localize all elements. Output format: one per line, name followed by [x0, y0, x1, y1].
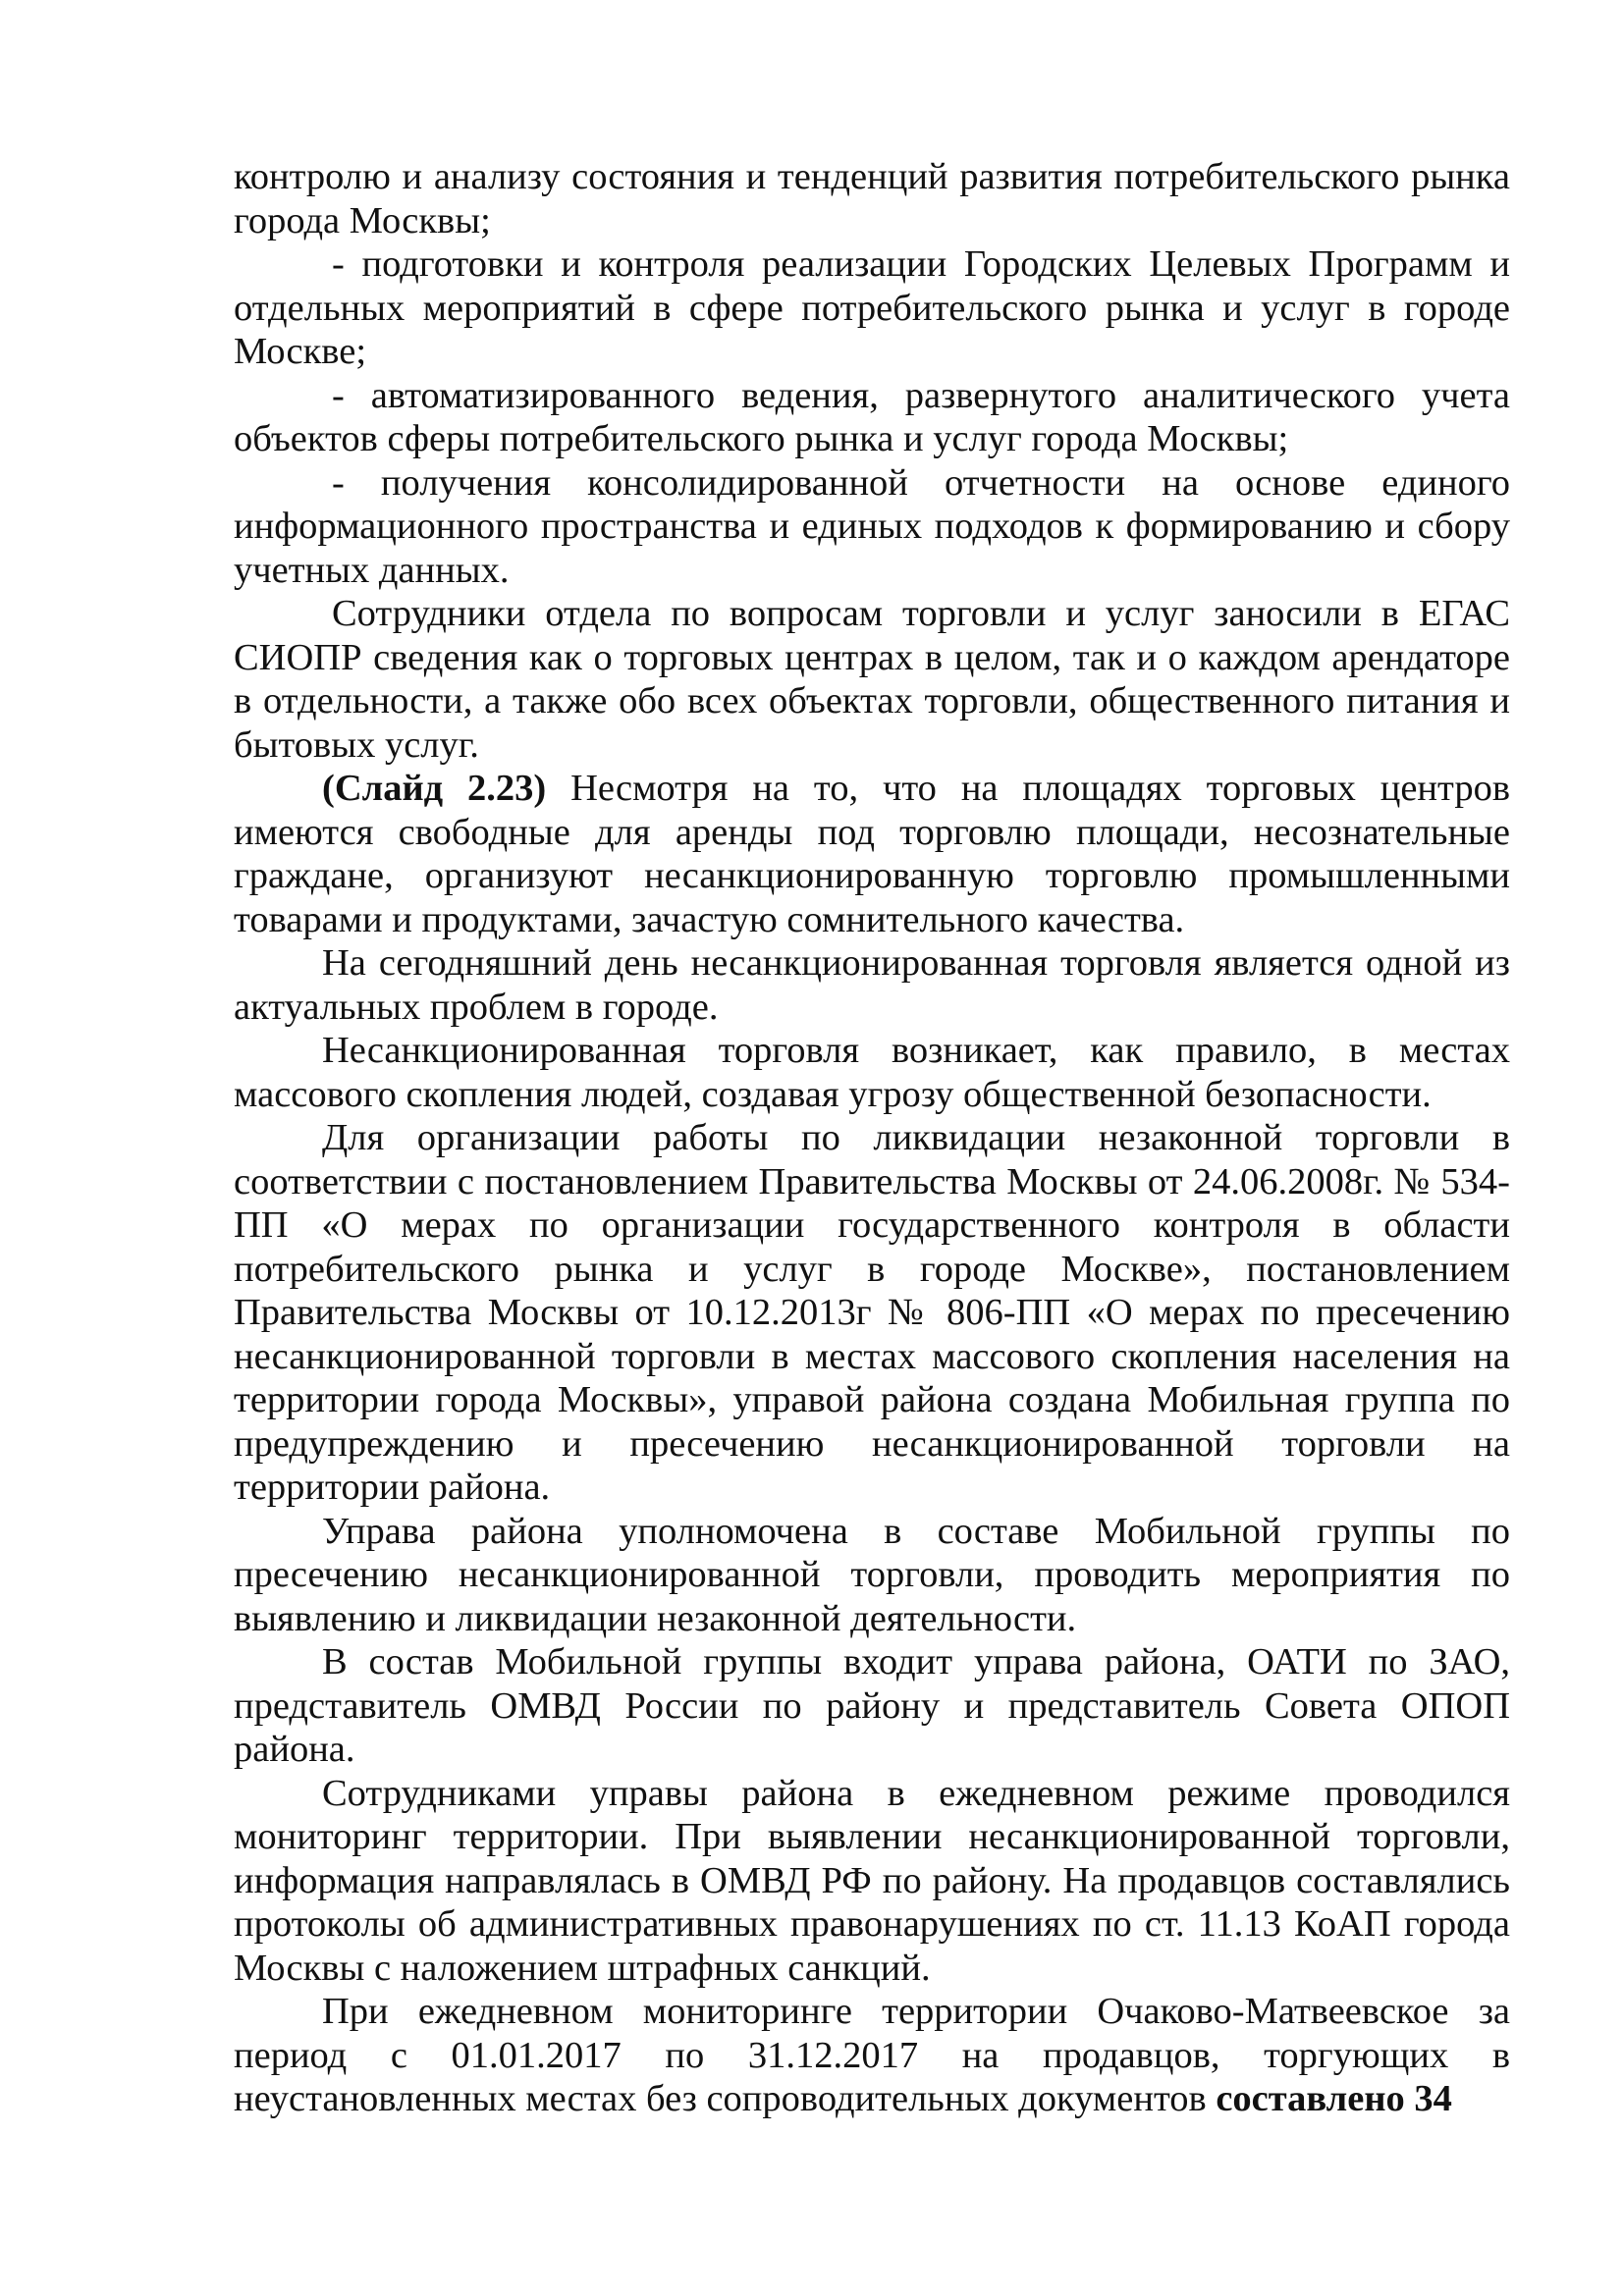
paragraph-10: Управа района уполномочена в составе Мобильной группы по пресечению несанкционированной торговли, проводить мероприятия по выявлению и ликвидации незаконной деятельности. — [234, 1510, 1510, 1639]
paragraph-5: Сотрудники отдела по вопросам торговли и услуг заносили в ЕГАС СИОПР сведения как о торговых центрах в целом, так и о каждом арендаторе в отдельности, а также обо всех объектах торговли, общественного питания и бытовых услуг. — [234, 593, 1510, 766]
paragraph-13-bold: составлено 34 — [1216, 2078, 1452, 2119]
paragraph-8: Несанкционированная торговля возникает, как правило, в местах массового скопления людей, создавая угрозу общественной безопасности. — [234, 1030, 1510, 1115]
paragraph-9: Для организации работы по ликвидации незаконной торговли в соответствии с постановлением Правительства Москвы от 24.06.2008г. № 534-ПП «О мерах по организации государственного контроля в области потребительского рынка и услуг в городе Москве», постановлением Правительства Москвы от 10.12.2013г № 806-ПП «О мерах по пресечению несанкционированной торговли в местах массового скопления населения на территории города Москвы», управой района создана Мобильная группа по предупреждению и пресечению несанкционированной торговли на территории района. — [234, 1117, 1510, 1508]
paragraph-13-text: При ежедневном мониторинге территории Очаково-Матвеевское за период с 01.01.2017 по 31.12.2017 на продавцов, торгующих в неустановленных местах без сопроводительных документов — [234, 1991, 1510, 2119]
paragraph-2: - подготовки и контроля реализации Городских Целевых Программ и отдельных мероприятий в сфере потребительского рынка и услуг в городе Москве; — [234, 243, 1510, 372]
paragraph-11: В состав Мобильной группы входит управа района, ОАТИ по ЗАО, представитель ОМВД России по району и представитель Совета ОПОП района. — [234, 1641, 1510, 1770]
slide-reference: (Слайд 2.23) — [322, 768, 547, 809]
paragraph-4: - получения консолидированной отчетности на основе единого информационного пространства и единых подходов к формированию и сбору учетных данных. — [234, 461, 1510, 591]
paragraph-3: - автоматизированного ведения, развернутого аналитического учета объектов сферы потребительского рынка и услуг города Москвы; — [234, 374, 1510, 459]
paragraph-1: контролю и анализу состояния и тенденций развития потребительского рынка города Москвы; — [234, 156, 1510, 241]
paragraph-13 — [234, 1990, 1510, 2121]
paragraph-6 — [234, 767, 1510, 941]
paragraph-7: На сегодняшний день несанкционированная торговля является одной из актуальных проблем в городе. — [234, 942, 1510, 1028]
paragraph-12: Сотрудниками управы района в ежедневном режиме проводился мониторинг территории. При выявлении несанкционированной торговли, информация направлялась в ОМВД РФ по району. На продавцов составлялись протоколы об административных правонарушениях по ст. 11.13 КоАП города Москвы с наложением штрафных санкций. — [234, 1772, 1510, 1989]
paragraph-6-text: Несмотря на то, что на площадях торговых центров имеются свободные для аренды под торговлю площади, несознательные граждане, организуют несанкционированную торговлю промышленными товарами и продуктами, зачастую сомнительного качества. — [234, 768, 1511, 940]
document-page — [234, 155, 1510, 2121]
